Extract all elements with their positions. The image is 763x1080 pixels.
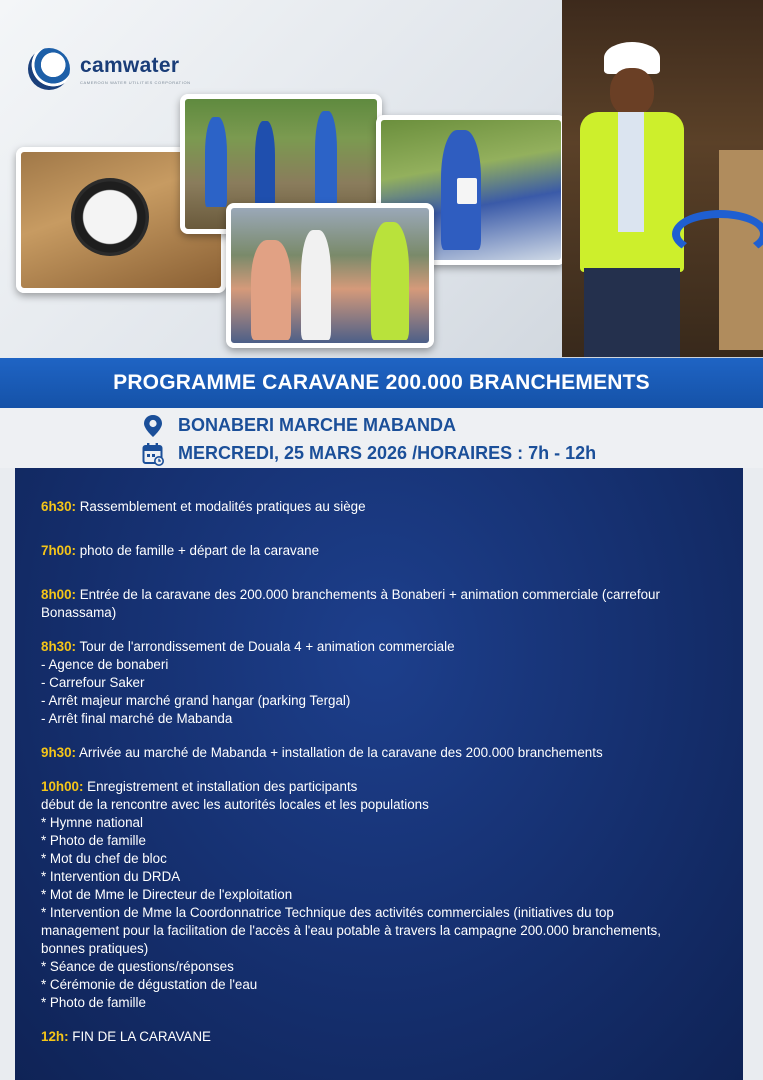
camwater-logo-mark-icon bbox=[28, 48, 70, 90]
calendar-icon bbox=[142, 442, 164, 466]
schedule-time: 12h: bbox=[41, 1029, 69, 1044]
market-crowd-photo bbox=[226, 203, 434, 348]
director-portrait-photo bbox=[562, 0, 763, 357]
schedule-subline: management pour la facilitation de l'accès à l'eau potable à travers la campagne 200.000 branchements, bbox=[41, 923, 661, 938]
event-date-hours: MERCREDI, 25 MARS 2026 /HORAIRES : 7h - 12h bbox=[178, 443, 597, 463]
schedule-item-heading bbox=[41, 638, 731, 656]
schedule-subline: bonnes pratiques) bbox=[41, 941, 149, 956]
schedule-item-heading bbox=[41, 744, 731, 762]
schedule-item bbox=[41, 542, 731, 560]
programme-panel bbox=[15, 468, 743, 1080]
schedule-item bbox=[41, 638, 731, 728]
schedule-subline: Bonassama) bbox=[41, 605, 117, 620]
schedule-text: FIN DE LA CARAVANE bbox=[72, 1029, 211, 1044]
schedule-time: 8h00: bbox=[41, 587, 76, 602]
schedule-subline: * Intervention du DRDA bbox=[41, 869, 181, 884]
schedule-subline: * Photo de famille bbox=[41, 833, 146, 848]
map-pin-icon bbox=[142, 414, 164, 438]
schedule-time: 9h30: bbox=[41, 745, 76, 760]
schedule-subline: * Mot du chef de bloc bbox=[41, 851, 167, 866]
schedule-item bbox=[41, 1028, 731, 1046]
schedule-item-heading bbox=[41, 1028, 731, 1046]
schedule-text: Entrée de la caravane des 200.000 branchements à Bonaberi + animation commerciale (carrefour bbox=[79, 587, 660, 602]
schedule-subline: * Photo de famille bbox=[41, 995, 146, 1010]
schedule-subline: - Arrêt majeur marché grand hangar (parking Tergal) bbox=[41, 693, 351, 708]
schedule-time: 10h00: bbox=[41, 779, 84, 794]
schedule-time: 6h30: bbox=[41, 499, 76, 514]
schedule-text: Tour de l'arrondissement de Douala 4 + animation commerciale bbox=[79, 639, 455, 654]
schedule-time: 8h30: bbox=[41, 639, 76, 654]
schedule-subline: - Carrefour Saker bbox=[41, 675, 145, 690]
schedule-item-heading bbox=[41, 542, 731, 560]
programme-title: PROGRAMME CARAVANE 200.000 BRANCHEMENTS bbox=[113, 371, 650, 394]
schedule-subline: * Hymne national bbox=[41, 815, 143, 830]
event-info bbox=[0, 408, 763, 468]
schedule-subline: * Séance de questions/réponses bbox=[41, 959, 234, 974]
event-location: BONABERI MARCHE MABANDA bbox=[178, 415, 456, 435]
schedule-subline: * Intervention de Mme la Coordonnatrice Technique des activités commerciales (initiatives du top bbox=[41, 905, 614, 920]
schedule-item bbox=[41, 586, 731, 622]
photo-collage-header bbox=[0, 0, 763, 362]
brand-name: camwater bbox=[80, 54, 180, 77]
schedule-list bbox=[41, 498, 731, 1062]
schedule-text: Enregistrement et installation des participants bbox=[87, 779, 358, 794]
schedule-item bbox=[41, 778, 731, 1012]
schedule-text: photo de famille + départ de la caravane bbox=[79, 543, 320, 558]
meter-dial bbox=[71, 178, 149, 256]
schedule-text: Rassemblement et modalités pratiques au siège bbox=[79, 499, 366, 514]
schedule-subline: - Arrêt final marché de Mabanda bbox=[41, 711, 233, 726]
schedule-time: 7h00: bbox=[41, 543, 76, 558]
camwater-logo bbox=[28, 48, 228, 94]
schedule-item-heading bbox=[41, 778, 731, 796]
schedule-item bbox=[41, 744, 731, 762]
schedule-item-heading bbox=[41, 586, 731, 604]
schedule-item bbox=[41, 498, 731, 516]
title-band bbox=[0, 358, 763, 408]
schedule-subline: * Cérémonie de dégustation de l'eau bbox=[41, 977, 258, 992]
schedule-subline: - Agence de bonaberi bbox=[41, 657, 169, 672]
schedule-text: Arrivée au marché de Mabanda + installation de la caravane des 200.000 branchements bbox=[78, 745, 603, 760]
brand-tagline: CAMEROON WATER UTILITIES CORPORATION bbox=[80, 80, 191, 85]
schedule-subline: * Mot de Mme le Directeur de l'exploitation bbox=[41, 887, 293, 902]
schedule-item-heading bbox=[41, 498, 731, 516]
schedule-subline: début de la rencontre avec les autorités locales et les populations bbox=[41, 797, 429, 812]
